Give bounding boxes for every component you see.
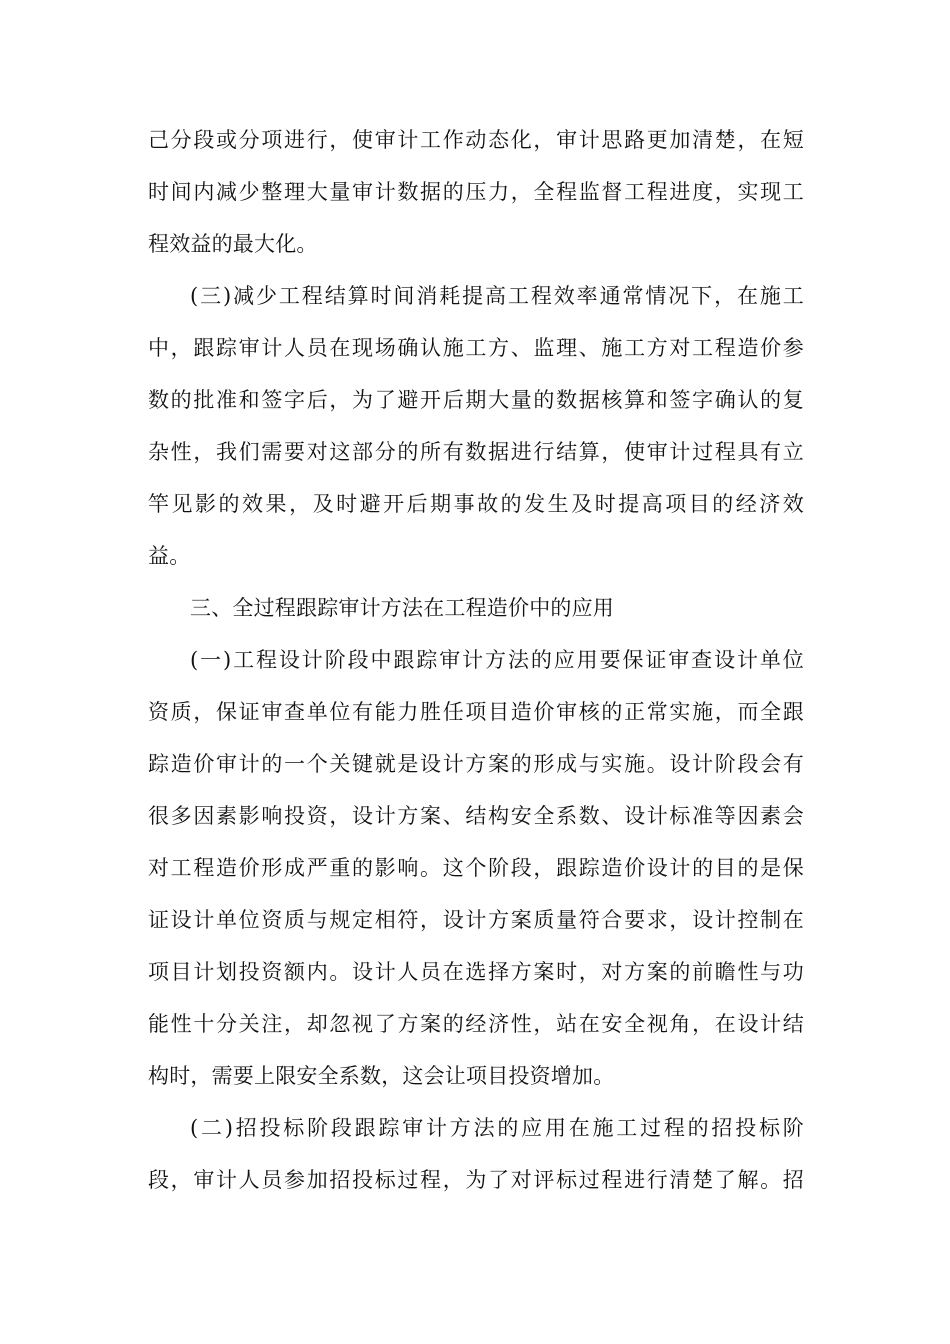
text-line: 构时，需要上限安全系数，这会让项目投资增加。 bbox=[148, 1064, 615, 1088]
document-body bbox=[148, 114, 804, 1206]
text-line: 中，跟踪审计人员在现场确认施工方、监理、施工方对工程造价参 bbox=[148, 336, 804, 360]
text-line: 对工程造价形成严重的影响。这个阶段，跟踪造价设计的目的是保 bbox=[148, 856, 804, 880]
text-line: 益。 bbox=[148, 544, 191, 568]
text-line: 己分段或分项进行，使审计工作动态化，审计思路更加清楚，在短 bbox=[148, 128, 804, 152]
paragraph-heading-line: (二)招投标阶段跟踪审计方法的应用在施工过程的招投标阶 bbox=[190, 1116, 804, 1140]
text-line: 很多因素影响投资，设计方案、结构安全系数、设计标准等因素会 bbox=[148, 804, 804, 828]
text-line: 资质，保证审查单位有能力胜任项目造价审核的正常实施，而全跟 bbox=[148, 700, 804, 724]
text-line: 踪造价审计的一个关键就是设计方案的形成与实施。设计阶段会有 bbox=[148, 752, 804, 776]
text-line: 段，审计人员参加招投标过程，为了对评标过程进行清楚了解。招 bbox=[148, 1168, 804, 1192]
text-line: 程效益的最大化。 bbox=[148, 232, 318, 256]
text-line: 杂性，我们需要对这部分的所有数据进行结算，使审计过程具有立 bbox=[148, 440, 804, 464]
paragraph-heading-line: (一)工程设计阶段中跟踪审计方法的应用要保证审查设计单位 bbox=[190, 648, 804, 672]
text-line: 竿见影的效果，及时避开后期事故的发生及时提高项目的经济效 bbox=[148, 492, 804, 516]
text-line: 项目计划投资额内。设计人员在选择方案时，对方案的前瞻性与功 bbox=[148, 960, 804, 984]
paragraph-heading-line: (三)减少工程结算时间消耗提高工程效率通常情况下，在施工 bbox=[190, 284, 804, 308]
section-heading: 三、全过程跟踪审计方法在工程造价中的应用 bbox=[190, 596, 614, 620]
text-line: 时间内减少整理大量审计数据的压力，全程监督工程进度，实现工 bbox=[148, 180, 804, 204]
text-line: 数的批准和签字后，为了避开后期大量的数据核算和签字确认的复 bbox=[148, 388, 804, 412]
text-line: 能性十分关注，却忽视了方案的经济性，站在安全视角，在设计结 bbox=[148, 1012, 804, 1036]
text-line: 证设计单位资质与规定相符，设计方案质量符合要求，设计控制在 bbox=[148, 908, 804, 932]
